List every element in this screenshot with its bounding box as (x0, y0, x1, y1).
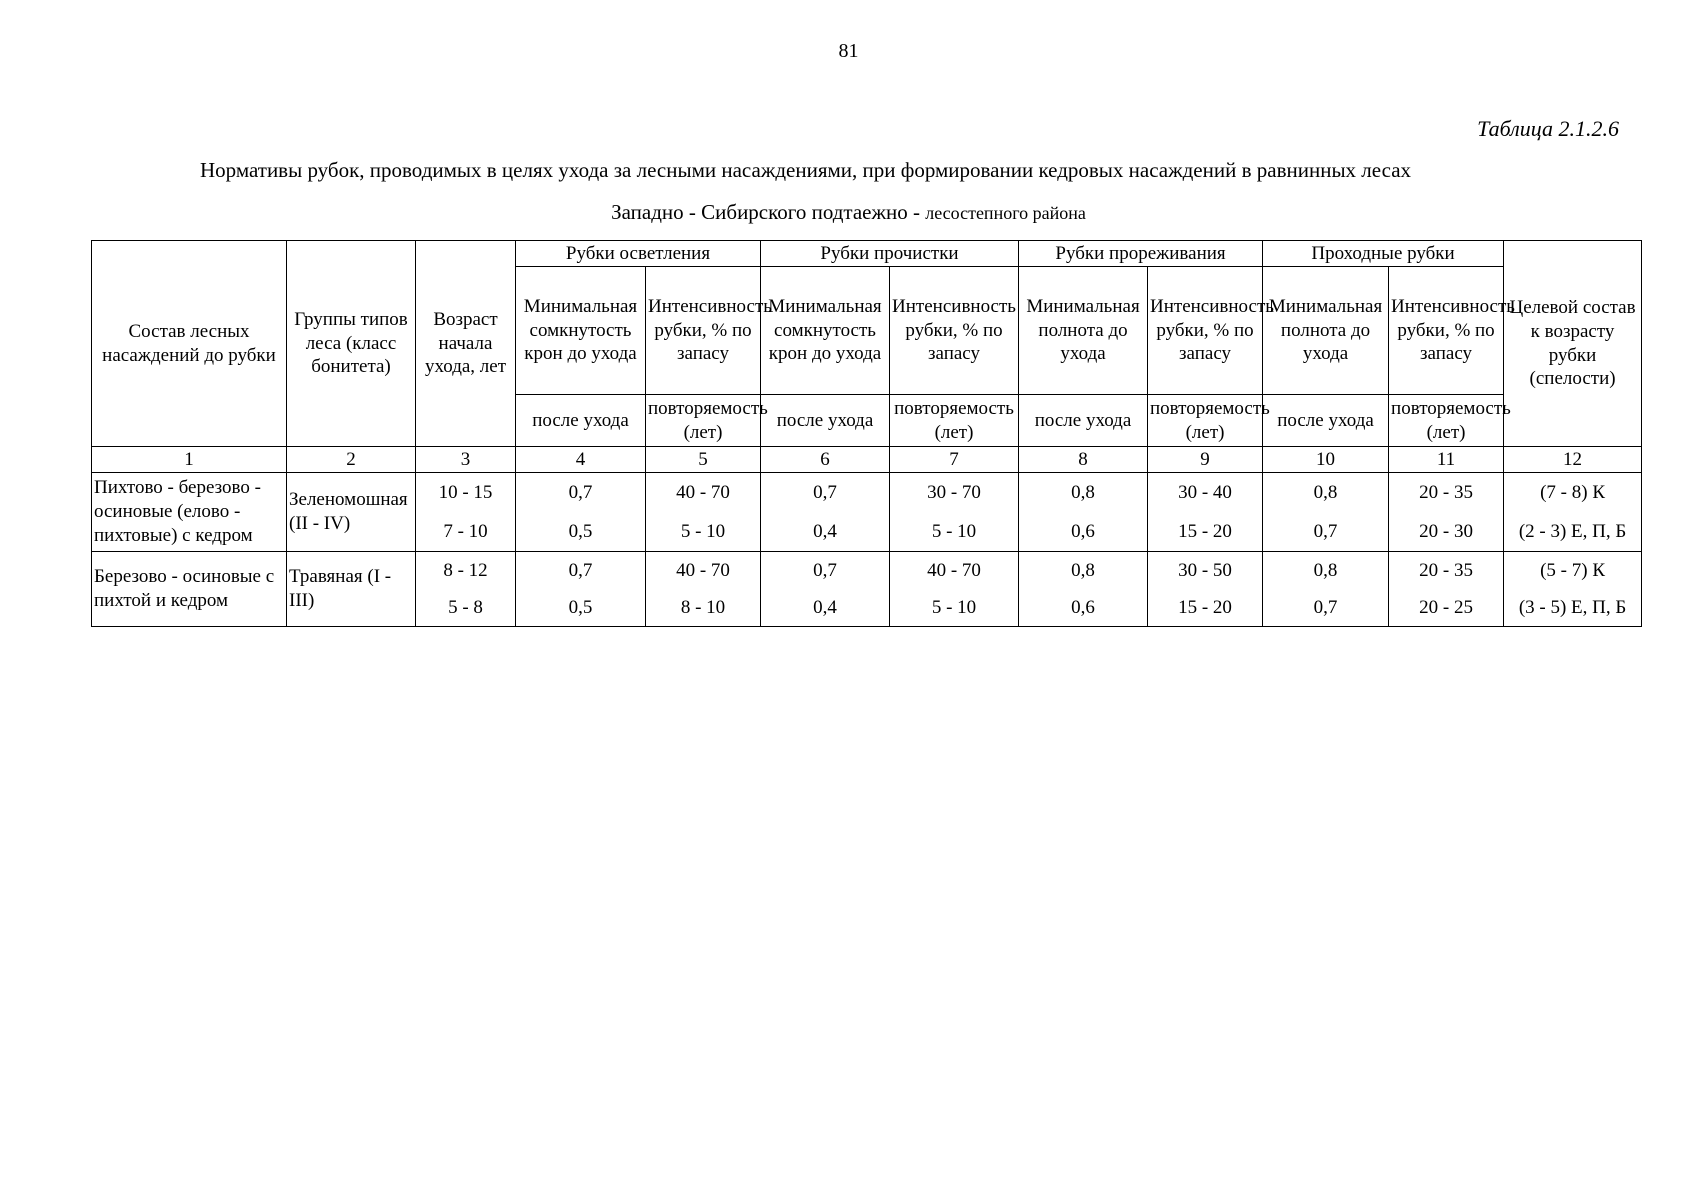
row1-composition: Пихтово - березово - осиновые (елово - пихтовые) с кедром (92, 473, 287, 552)
row2-c11 (1389, 552, 1504, 627)
value: 5 - 10 (931, 596, 977, 618)
table-row (92, 552, 1642, 627)
row2-c6 (761, 552, 890, 627)
header-c10: Минимальная полнота до ухода (1263, 267, 1389, 395)
row1-c6 (761, 473, 890, 552)
value: 0,5 (568, 596, 593, 618)
col-number: 7 (890, 447, 1019, 473)
header2-c5: повторяемость (лет) (646, 395, 761, 447)
value: 40 - 70 (676, 559, 730, 581)
row2-c4 (516, 552, 646, 627)
header-c11: Интенсивность рубки, % по запасу (1389, 267, 1504, 395)
col-number: 4 (516, 447, 646, 473)
row2-target (1504, 552, 1642, 627)
header-group-passage: Проходные рубки (1263, 241, 1504, 267)
header-group-cleaning: Рубки прочистки (761, 241, 1019, 267)
row1-c8 (1019, 473, 1148, 552)
value: 20 - 25 (1419, 596, 1473, 618)
value: (2 - 3) Е, П, Б (1518, 520, 1627, 542)
title-line2-main: Западно - Сибирского подтаежно - (611, 200, 926, 224)
row1-start-age (416, 473, 516, 552)
value: 30 - 70 (927, 481, 981, 503)
header2-c6: после ухода (761, 395, 890, 447)
row2-start-age (416, 552, 516, 627)
header-c7: Интенсивность рубки, % по запасу (890, 267, 1019, 395)
col-number: 8 (1019, 447, 1148, 473)
header-group-thinning: Рубки прореживания (1019, 241, 1263, 267)
header2-c4: после ухода (516, 395, 646, 447)
value: (5 - 7) К (1540, 559, 1605, 581)
value: 20 - 35 (1419, 559, 1473, 581)
col-number: 9 (1148, 447, 1263, 473)
value: 0,5 (568, 520, 593, 542)
table-label: Таблица 2.1.2.6 (1477, 116, 1619, 141)
header-target: Целевой состав к возрасту рубки (спелости) (1504, 241, 1642, 447)
column-numbers-row (92, 447, 1642, 473)
header2-c7: повторяемость (лет) (890, 395, 1019, 447)
row2-c9 (1148, 552, 1263, 627)
value: 0,4 (813, 596, 837, 618)
col-number: 5 (646, 447, 761, 473)
page-number: 81 (838, 40, 859, 62)
col-number: 6 (761, 447, 890, 473)
header2-c8: после ухода (1019, 395, 1148, 447)
header2-c9: повторяемость (лет) (1148, 395, 1263, 447)
value: 0,7 (1313, 596, 1338, 618)
value: 15 - 20 (1178, 596, 1232, 618)
value: 8 - 12 (443, 559, 488, 581)
value: 5 - 10 (680, 520, 726, 542)
value: 0,7 (1313, 520, 1338, 542)
row2-c7 (890, 552, 1019, 627)
table-row (92, 473, 1642, 552)
value: (7 - 8) К (1540, 481, 1605, 503)
norms-table (91, 240, 1642, 627)
col-number: 11 (1389, 447, 1504, 473)
row2-forest-group: Травяная (I - III) (287, 552, 416, 627)
header-forest-groups: Группы типов леса (класс бонитета) (287, 241, 416, 447)
col-number: 12 (1504, 447, 1642, 473)
value: 30 - 50 (1178, 559, 1232, 581)
row1-target (1504, 473, 1642, 552)
value: 40 - 70 (927, 559, 981, 581)
value: (3 - 5) Е, П, Б (1518, 596, 1627, 618)
row2-composition: Березово - осиновые с пихтой и кедром (92, 552, 287, 627)
row1-c9 (1148, 473, 1263, 552)
table-title-line2 (0, 200, 1697, 225)
value: 0,8 (1313, 559, 1338, 581)
row1-forest-group: Зеленомошная (II - IV) (287, 473, 416, 552)
header-row-groups (92, 241, 1642, 267)
value: 10 - 15 (438, 481, 493, 503)
header-c5: Интенсивность рубки, % по запасу (646, 267, 761, 395)
value: 0,7 (568, 559, 593, 581)
value: 20 - 35 (1419, 481, 1473, 503)
header-c6: Минимальная сомкнутость крон до ухода (761, 267, 890, 395)
row2-c5 (646, 552, 761, 627)
header2-c10: после ухода (1263, 395, 1389, 447)
row1-c5 (646, 473, 761, 552)
header2-c11: повторяемость (лет) (1389, 395, 1504, 447)
value: 5 - 10 (931, 520, 977, 542)
row1-c11 (1389, 473, 1504, 552)
header-c4: Минимальная сомкнутость крон до ухода (516, 267, 646, 395)
value: 15 - 20 (1178, 520, 1232, 542)
value: 0,7 (813, 559, 837, 581)
value: 0,4 (813, 520, 837, 542)
value: 0,7 (813, 481, 837, 503)
row1-c7 (890, 473, 1019, 552)
col-number: 10 (1263, 447, 1389, 473)
value: 0,6 (1071, 596, 1095, 618)
value: 8 - 10 (680, 596, 726, 618)
value: 0,8 (1071, 559, 1095, 581)
col-number: 1 (92, 447, 287, 473)
value: 20 - 30 (1419, 520, 1473, 542)
value: 0,8 (1071, 481, 1095, 503)
value: 40 - 70 (676, 481, 730, 503)
header-group-clearing: Рубки осветления (516, 241, 761, 267)
value: 0,7 (568, 481, 593, 503)
title-line2-small: лесостепного района (925, 203, 1086, 223)
row1-c10 (1263, 473, 1389, 552)
header-c9: Интенсивность рубки, % по запасу (1148, 267, 1263, 395)
value: 7 - 10 (443, 520, 488, 542)
row2-c8 (1019, 552, 1148, 627)
value: 30 - 40 (1178, 481, 1232, 503)
value: 5 - 8 (448, 596, 483, 618)
value: 0,6 (1071, 520, 1095, 542)
col-number: 3 (416, 447, 516, 473)
header-c8: Минимальная полнота до ухода (1019, 267, 1148, 395)
table-title-line1: Нормативы рубок, проводимых в целях ухода за лесными насаждениями, при формировании кедровых насаждений в равнинных лесах (200, 158, 1412, 182)
value: 0,8 (1313, 481, 1338, 503)
header-start-age: Возраст начала ухода, лет (416, 241, 516, 447)
row2-c10 (1263, 552, 1389, 627)
header-composition: Состав лесных насаждений до рубки (92, 241, 287, 447)
row1-c4 (516, 473, 646, 552)
col-number: 2 (287, 447, 416, 473)
